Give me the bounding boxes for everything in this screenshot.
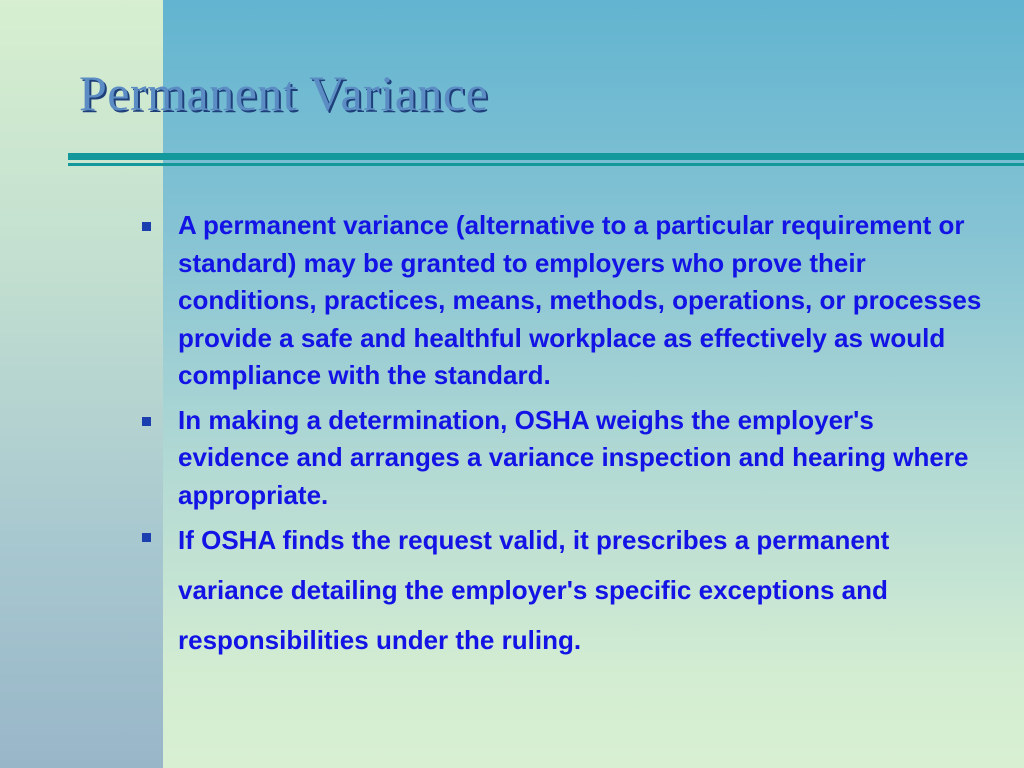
- bullet-text: If OSHA finds the request valid, it prescribes a permanent variance detailing the employer's specific exceptions and responsibilities under the ruling.: [178, 525, 890, 655]
- square-bullet-icon: [142, 417, 151, 426]
- square-bullet-icon: [142, 533, 151, 542]
- title-divider-thin: [68, 163, 1024, 166]
- bullet-list: [138, 207, 988, 672]
- bullet-text: A permanent variance (alternative to a particular requirement or standard) may be granted to employers who prove their conditions, practices, means, methods, operations, or processes provide a safe and healthful workplace as effectively as would compliance with the standard.: [178, 210, 982, 390]
- bullet-text: In making a determination, OSHA weighs the employer's evidence and arranges a variance inspection and hearing where appropriate.: [178, 404, 969, 510]
- slide-title: Permanent Variance: [79, 65, 489, 121]
- square-bullet-icon: [142, 222, 151, 231]
- title-divider-thick: [68, 153, 1024, 160]
- bullet-item: [138, 207, 988, 395]
- bullet-item: [138, 515, 988, 665]
- bullet-item: [138, 402, 988, 515]
